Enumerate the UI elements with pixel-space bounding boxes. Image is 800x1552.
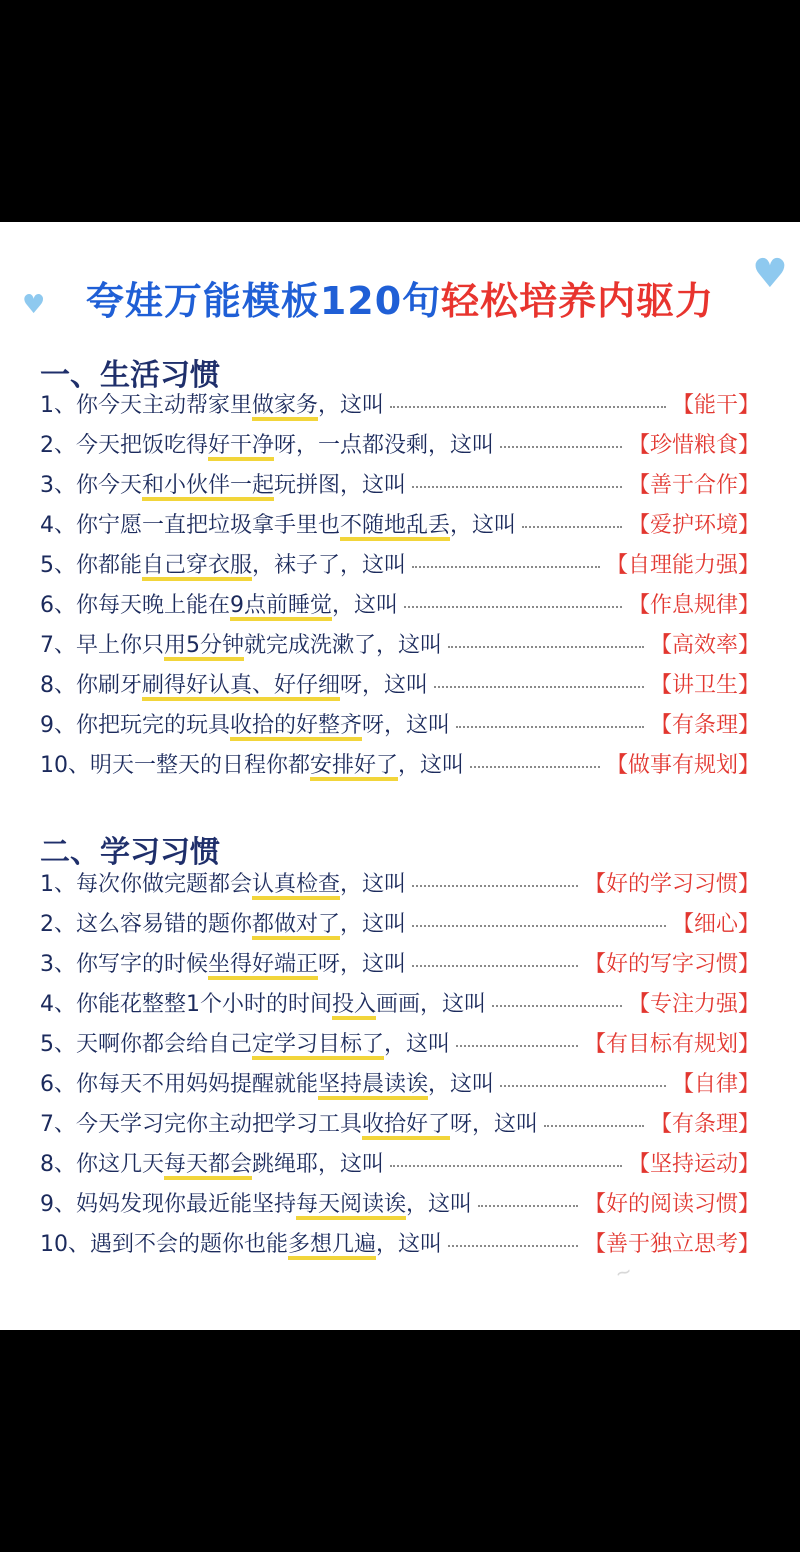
item-tag: 【坚持运动】 bbox=[627, 1151, 760, 1177]
leader-dots bbox=[404, 606, 622, 608]
item-text bbox=[76, 987, 420, 1018]
item-text bbox=[76, 1107, 472, 1138]
item-tag: 【好的写字习惯】 bbox=[583, 951, 760, 977]
item-number: 8、 bbox=[40, 1151, 76, 1177]
item-text bbox=[90, 1227, 376, 1258]
leader-dots bbox=[456, 726, 644, 728]
item-number: 7、 bbox=[40, 1111, 76, 1137]
leader-dots bbox=[390, 1165, 622, 1167]
item-text-pre: 今天学习完你主动把学习工具 bbox=[76, 1111, 363, 1137]
item-tag: 【自理能力强】 bbox=[605, 552, 760, 578]
item-text bbox=[76, 668, 362, 699]
item-suffix: ，这叫 bbox=[398, 752, 465, 778]
item-suffix: ，这叫 bbox=[406, 1191, 473, 1217]
page-title bbox=[0, 270, 800, 325]
item-text-post: 呀 bbox=[340, 672, 363, 698]
item-number: 5、 bbox=[40, 552, 76, 578]
list-item bbox=[40, 665, 760, 701]
item-number: 10、 bbox=[40, 1231, 90, 1257]
leader-dots bbox=[456, 1045, 578, 1047]
item-highlight: 做家务 bbox=[252, 393, 318, 421]
item-number: 2、 bbox=[40, 432, 76, 458]
item-number: 1、 bbox=[40, 871, 76, 897]
item-highlight: 用5分钟 bbox=[164, 633, 244, 661]
leader-dots bbox=[412, 925, 666, 927]
item-text bbox=[76, 548, 340, 579]
item-highlight: 好干净 bbox=[208, 433, 274, 461]
item-text-pre: 你每天晚上能在 bbox=[76, 592, 231, 618]
item-text-post: 呀 bbox=[318, 951, 341, 977]
content-card bbox=[0, 222, 800, 1330]
item-text bbox=[76, 468, 340, 499]
list-item bbox=[40, 1024, 760, 1060]
item-text-post: 跳绳耶 bbox=[252, 1151, 319, 1177]
list-item bbox=[40, 505, 760, 541]
item-text bbox=[76, 1187, 406, 1218]
item-suffix: ，这叫 bbox=[340, 552, 407, 578]
list-item bbox=[40, 745, 760, 781]
list-item bbox=[40, 1144, 760, 1180]
item-text-post: 呀 bbox=[362, 712, 385, 738]
item-highlight: 多想几遍 bbox=[288, 1232, 376, 1260]
item-text-post: 就完成洗漱了 bbox=[244, 632, 377, 658]
item-text bbox=[76, 1147, 318, 1178]
item-highlight: 定学习目标了 bbox=[252, 1032, 384, 1060]
item-text bbox=[76, 628, 376, 659]
item-text-pre: 遇到不会的题你也能 bbox=[90, 1231, 289, 1257]
item-number: 7、 bbox=[40, 632, 76, 658]
item-tag: 【好的学习习惯】 bbox=[583, 871, 760, 897]
list-item bbox=[40, 465, 760, 501]
item-text-pre: 早上你只 bbox=[76, 632, 165, 658]
item-text bbox=[76, 708, 384, 739]
item-text-pre: 你今天主动帮家里 bbox=[76, 392, 253, 418]
item-number: 2、 bbox=[40, 911, 76, 937]
item-text bbox=[76, 867, 340, 898]
item-text-pre: 每次你做完题都会 bbox=[76, 871, 253, 897]
item-highlight: 刷得好认真、好仔细 bbox=[142, 673, 340, 701]
leader-dots bbox=[412, 965, 578, 967]
item-tag: 【讲卫生】 bbox=[649, 672, 760, 698]
item-highlight: 收拾的好整齐 bbox=[230, 713, 362, 741]
item-highlight: 和小伙伴一起 bbox=[142, 473, 274, 501]
item-text-pre: 明天一整天的日程你都 bbox=[90, 752, 311, 778]
item-text-pre: 这么容易错的题你 bbox=[76, 911, 253, 937]
item-tag: 【专注力强】 bbox=[627, 991, 760, 1017]
item-suffix: ，这叫 bbox=[472, 1111, 539, 1137]
item-suffix: ，这叫 bbox=[428, 432, 495, 458]
item-text bbox=[76, 1067, 428, 1098]
list-item bbox=[40, 1064, 760, 1100]
item-text-post: 呀 bbox=[450, 1111, 473, 1137]
list-item bbox=[40, 585, 760, 621]
item-text bbox=[76, 1027, 384, 1058]
list-item bbox=[40, 425, 760, 461]
leader-dots bbox=[544, 1125, 644, 1127]
item-highlight: 坚持晨读诶 bbox=[318, 1072, 428, 1100]
item-number: 3、 bbox=[40, 472, 76, 498]
leader-dots bbox=[500, 1085, 666, 1087]
item-tag: 【高效率】 bbox=[649, 632, 760, 658]
item-highlight: 都做对了 bbox=[252, 912, 340, 940]
item-highlight: 收拾好了 bbox=[362, 1112, 450, 1140]
item-text-pre: 你能花整整1个小时的时间 bbox=[76, 991, 332, 1017]
item-suffix: ，这叫 bbox=[420, 991, 487, 1017]
item-text bbox=[76, 508, 450, 539]
item-number: 5、 bbox=[40, 1031, 76, 1057]
item-text bbox=[76, 907, 340, 938]
item-highlight: 每天都会 bbox=[164, 1152, 252, 1180]
item-tag: 【善于独立思考】 bbox=[583, 1231, 760, 1257]
item-text-post: ，袜子了 bbox=[252, 552, 341, 578]
item-suffix: ，这叫 bbox=[428, 1071, 495, 1097]
item-tag: 【有条理】 bbox=[649, 712, 760, 738]
leader-dots bbox=[478, 1205, 578, 1207]
leader-dots bbox=[412, 486, 622, 488]
item-text-pre: 你写字的时候 bbox=[76, 951, 209, 977]
item-number: 10、 bbox=[40, 752, 90, 778]
item-suffix: ，这叫 bbox=[362, 672, 429, 698]
leader-dots bbox=[390, 406, 666, 408]
item-number: 6、 bbox=[40, 592, 76, 618]
item-text-post: 呀，一点都没剩 bbox=[274, 432, 429, 458]
leader-dots bbox=[412, 566, 600, 568]
item-highlight: 每天阅读诶 bbox=[296, 1192, 406, 1220]
item-number: 9、 bbox=[40, 712, 76, 738]
item-text-pre: 你这几天 bbox=[76, 1151, 165, 1177]
item-highlight: 认真检查 bbox=[252, 872, 340, 900]
item-highlight: 9点前睡觉 bbox=[230, 593, 332, 621]
item-suffix: ，这叫 bbox=[332, 592, 399, 618]
watermark-signature: ~ bbox=[612, 1258, 635, 1286]
item-text-post: 画画 bbox=[376, 991, 421, 1017]
item-tag: 【细心】 bbox=[671, 911, 760, 937]
item-tag: 【作息规律】 bbox=[627, 592, 760, 618]
item-text-post: 玩拼图 bbox=[274, 472, 341, 498]
item-number: 1、 bbox=[40, 392, 76, 418]
list-item bbox=[40, 864, 760, 900]
item-tag: 【有条理】 bbox=[649, 1111, 760, 1137]
item-tag: 【做事有规划】 bbox=[605, 752, 760, 778]
item-suffix: ，这叫 bbox=[384, 712, 451, 738]
item-text bbox=[76, 588, 332, 619]
item-number: 8、 bbox=[40, 672, 76, 698]
item-text-pre: 你都能 bbox=[76, 552, 143, 578]
item-tag: 【爱护环境】 bbox=[627, 512, 760, 538]
list-item bbox=[40, 944, 760, 980]
item-text-pre: 你宁愿一直把垃圾拿手里也 bbox=[76, 512, 341, 538]
item-suffix: ，这叫 bbox=[340, 871, 407, 897]
item-text bbox=[76, 428, 428, 459]
item-number: 6、 bbox=[40, 1071, 76, 1097]
item-suffix: ，这叫 bbox=[318, 392, 385, 418]
list-item bbox=[40, 1224, 760, 1260]
leader-dots bbox=[448, 1245, 578, 1247]
item-suffix: ，这叫 bbox=[450, 512, 517, 538]
list-item bbox=[40, 385, 760, 421]
item-suffix: ，这叫 bbox=[340, 911, 407, 937]
item-number: 9、 bbox=[40, 1191, 76, 1217]
list-item bbox=[40, 625, 760, 661]
item-text-pre: 天啊你都会给自己 bbox=[76, 1031, 253, 1057]
title-part1: 夸娃万能模板120句 bbox=[85, 279, 442, 323]
item-number: 4、 bbox=[40, 512, 76, 538]
leader-dots bbox=[470, 766, 600, 768]
item-tag: 【珍惜粮食】 bbox=[627, 432, 760, 458]
item-tag: 【善于合作】 bbox=[627, 472, 760, 498]
section-heading-text: 二、学习习惯 bbox=[40, 835, 220, 870]
item-number: 3、 bbox=[40, 951, 76, 977]
item-text-pre: 你刷牙 bbox=[76, 672, 143, 698]
item-suffix: ，这叫 bbox=[318, 1151, 385, 1177]
item-text bbox=[76, 388, 318, 419]
list-item bbox=[40, 705, 760, 741]
section-heading-text: 一、生活习惯 bbox=[40, 358, 220, 393]
leader-dots bbox=[492, 1005, 622, 1007]
item-text-pre: 今天把饭吃得 bbox=[76, 432, 209, 458]
leader-dots bbox=[412, 885, 578, 887]
item-tag: 【好的阅读习惯】 bbox=[583, 1191, 760, 1217]
item-highlight: 不随地乱丢 bbox=[340, 513, 450, 541]
item-text-pre: 妈妈发现你最近能坚持 bbox=[76, 1191, 297, 1217]
item-suffix: ，这叫 bbox=[340, 472, 407, 498]
item-suffix: ，这叫 bbox=[340, 951, 407, 977]
heart-icon: ♥ bbox=[752, 251, 788, 297]
list-item bbox=[40, 1184, 760, 1220]
leader-dots bbox=[448, 646, 644, 648]
item-text-pre: 你每天不用妈妈提醒就能 bbox=[76, 1071, 319, 1097]
item-text bbox=[90, 748, 398, 779]
leader-dots bbox=[500, 446, 622, 448]
item-tag: 【自律】 bbox=[671, 1071, 760, 1097]
title-part2: 轻松培养内驱力 bbox=[441, 279, 715, 323]
leader-dots bbox=[522, 526, 622, 528]
item-suffix: ，这叫 bbox=[376, 632, 443, 658]
item-highlight: 投入 bbox=[332, 992, 376, 1020]
list-item bbox=[40, 984, 760, 1020]
item-highlight: 坐得好端正 bbox=[208, 952, 318, 980]
item-tag: 【有目标有规划】 bbox=[583, 1031, 760, 1057]
item-text bbox=[76, 947, 340, 978]
item-text-pre: 你把玩完的玩具 bbox=[76, 712, 231, 738]
item-suffix: ，这叫 bbox=[384, 1031, 451, 1057]
list-item bbox=[40, 545, 760, 581]
list-item bbox=[40, 1104, 760, 1140]
leader-dots bbox=[434, 686, 644, 688]
item-suffix: ，这叫 bbox=[376, 1231, 443, 1257]
item-highlight: 自己穿衣服 bbox=[142, 553, 252, 581]
heart-icon: ♥ bbox=[22, 290, 46, 320]
list-item bbox=[40, 904, 760, 940]
item-text-pre: 你今天 bbox=[76, 472, 143, 498]
item-tag: 【能干】 bbox=[671, 392, 760, 418]
item-highlight: 安排好了 bbox=[310, 753, 398, 781]
item-number: 4、 bbox=[40, 991, 76, 1017]
